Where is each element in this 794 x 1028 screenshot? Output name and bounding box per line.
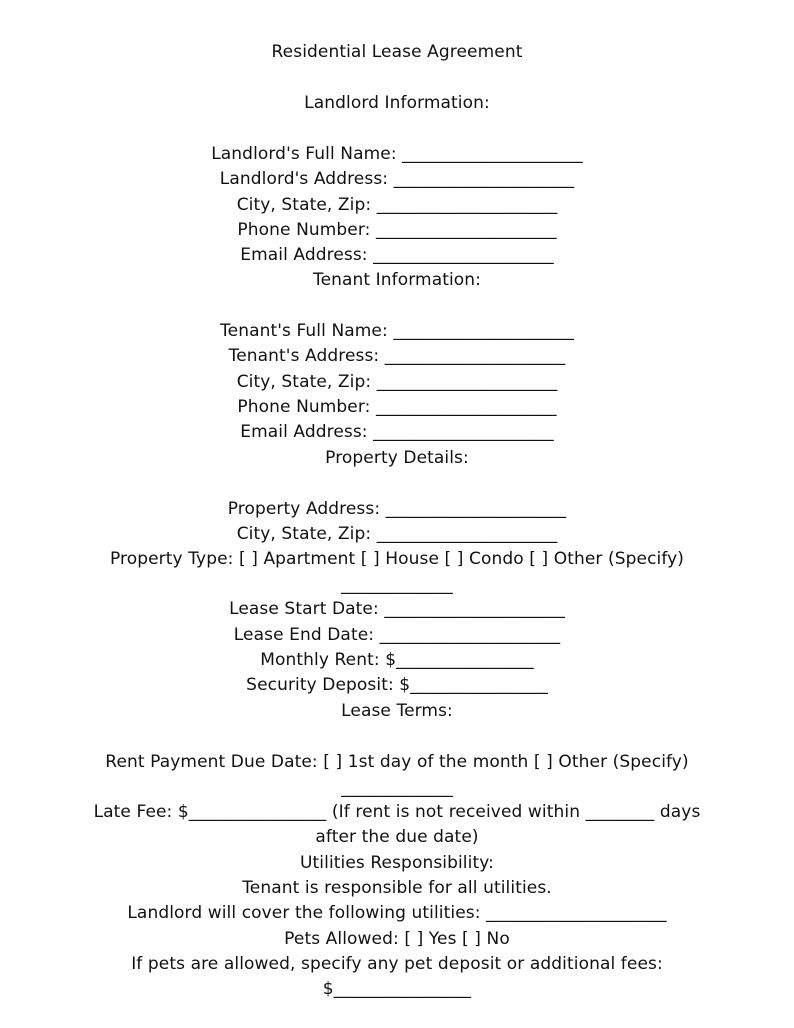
- pets-fees-text: If pets are allowed, specify any pet deposit or additional fees:: [131, 954, 663, 974]
- landlord-name-field[interactable]: Landlord's Full Name: _____________________: [211, 144, 583, 164]
- tenant-phone-field[interactable]: Phone Number: _____________________: [237, 397, 557, 417]
- landlord-email-field[interactable]: Email Address: _____________________: [240, 245, 554, 265]
- utilities-heading: Utilities Responsibility:: [300, 853, 494, 873]
- property-type-options[interactable]: Property Type: [ ] Apartment [ ] House [ ] Condo [ ] Other (Specify): [109, 549, 685, 569]
- tenant-email-field[interactable]: Email Address: _____________________: [240, 422, 554, 442]
- tenant-name-field[interactable]: Tenant's Full Name: _____________________: [220, 321, 574, 341]
- pets-amount-field[interactable]: $________________: [322, 979, 472, 999]
- property-city-field[interactable]: City, State, Zip: _____________________: [236, 524, 558, 544]
- monthly-rent-field[interactable]: Monthly Rent: $________________: [260, 650, 534, 670]
- late-fee-continuation: after the due date): [315, 827, 479, 847]
- lease-end-field[interactable]: Lease End Date: _____________________: [233, 625, 561, 645]
- landlord-heading: Landlord Information:: [304, 93, 490, 113]
- lease-terms-heading: Lease Terms:: [341, 701, 453, 721]
- landlord-phone-field[interactable]: Phone Number: _____________________: [237, 220, 557, 240]
- tenant-city-field[interactable]: City, State, Zip: _____________________: [236, 372, 558, 392]
- late-fee-field[interactable]: Late Fee: $________________ (If rent is not received within ________ days: [93, 802, 701, 822]
- document-title: Residential Lease Agreement: [271, 42, 523, 62]
- tenant-address-field[interactable]: Tenant's Address: _____________________: [228, 346, 566, 366]
- rent-due-date-options[interactable]: Rent Payment Due Date: [ ] 1st day of the month [ ] Other (Specify): [105, 752, 689, 772]
- utilities-landlord-field[interactable]: Landlord will cover the following utilities: _____________________: [127, 903, 667, 923]
- property-type-other-field[interactable]: _____________: [341, 575, 453, 595]
- landlord-address-field[interactable]: Landlord's Address: _____________________: [219, 169, 575, 189]
- property-heading: Property Details:: [325, 448, 469, 468]
- rent-due-other-field[interactable]: _____________: [341, 778, 453, 798]
- pets-allowed-options[interactable]: Pets Allowed: [ ] Yes [ ] No: [284, 929, 510, 949]
- utilities-tenant-text: Tenant is responsible for all utilities.: [242, 878, 552, 898]
- security-deposit-field[interactable]: Security Deposit: $________________: [246, 675, 548, 695]
- lease-start-field[interactable]: Lease Start Date: _____________________: [229, 599, 565, 619]
- property-address-field[interactable]: Property Address: _____________________: [227, 499, 567, 519]
- tenant-heading: Tenant Information:: [312, 270, 482, 290]
- landlord-city-field[interactable]: City, State, Zip: _____________________: [236, 195, 558, 215]
